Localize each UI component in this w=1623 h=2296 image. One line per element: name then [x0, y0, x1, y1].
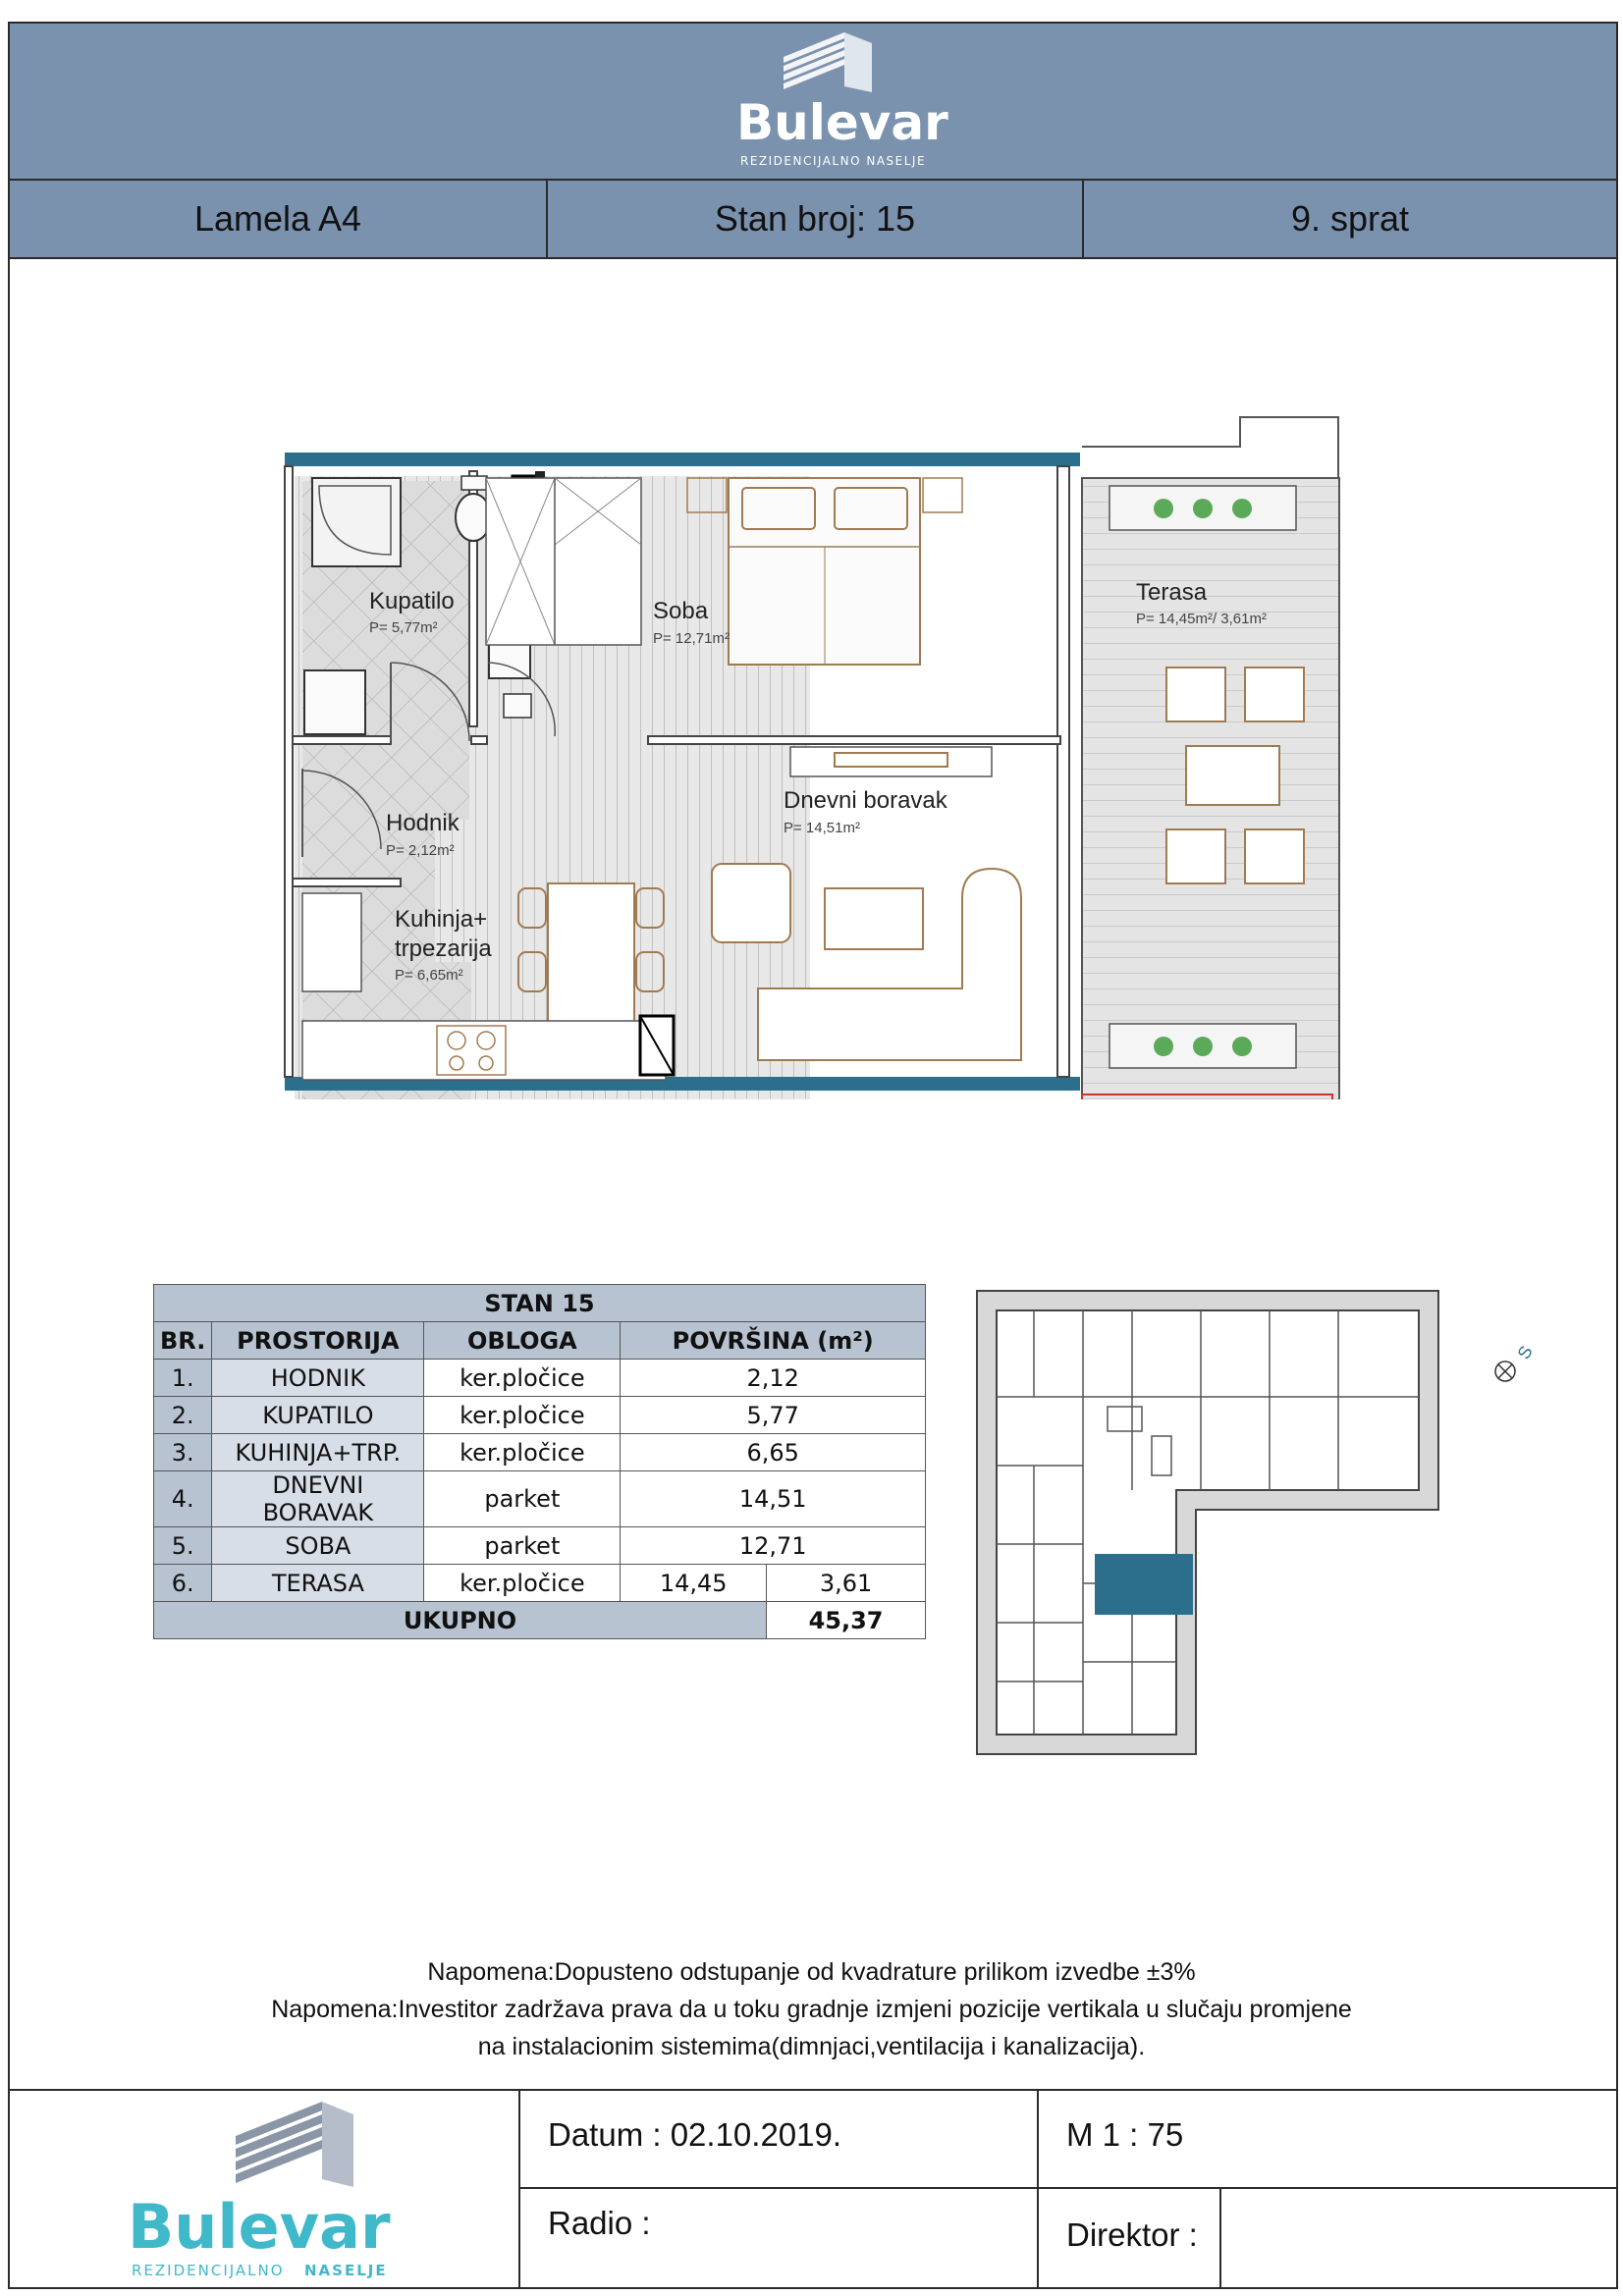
- room-area-soba: P= 12,71m²: [653, 630, 730, 647]
- note-line: Napomena:Dopusteno odstupanje od kvadrature prilikom izvedbe ±3%: [427, 1958, 1196, 1986]
- row-room: DNEVNI BORAVAK: [212, 1471, 424, 1527]
- title-block-row-divider: [518, 2187, 1616, 2189]
- brand-name: Bulevar: [736, 94, 948, 151]
- building-key-plan: [975, 1289, 1441, 1756]
- footer-brand-tagline-bold: NASELJE: [304, 2262, 388, 2279]
- title-block: [10, 2089, 1616, 2289]
- room-area-dnevni-boravak: P= 14,51m²: [784, 820, 860, 836]
- table-row: [154, 1434, 926, 1471]
- notes: [0, 1953, 1623, 2065]
- table-row: [154, 1471, 926, 1527]
- lamela-label: Lamela A4: [10, 181, 548, 257]
- title-block-divider: [518, 2091, 520, 2289]
- room-area-hodnik: P= 2,12m²: [386, 842, 455, 859]
- table-row: [154, 1527, 926, 1565]
- floor-plan-drawing: [275, 407, 1350, 1099]
- date-field: Datum : 02.10.2019.: [548, 2116, 842, 2153]
- row-num: 5.: [154, 1527, 212, 1565]
- title-block-divider: [1037, 2091, 1039, 2289]
- header-banner: [10, 24, 1616, 181]
- row-area: 6,65: [621, 1434, 926, 1471]
- row-num: 1.: [154, 1360, 212, 1397]
- floor-plan: [275, 407, 1350, 1099]
- key-plan-drawing: [975, 1289, 1441, 1756]
- note-line: na instalacionim sistemima(dimnjaci,ventilacija i kanalizacija).: [477, 2033, 1146, 2060]
- footer-logo: [108, 2101, 422, 2282]
- col-header-floor: OBLOGA: [424, 1322, 621, 1360]
- row-floor: ker.pločice: [424, 1360, 621, 1397]
- director-field: Direktor :: [1066, 2216, 1198, 2253]
- total-value: 45,37: [767, 1602, 926, 1639]
- row-num: 3.: [154, 1434, 212, 1471]
- north-compass: [1488, 1330, 1546, 1394]
- row-area: 12,71: [621, 1527, 926, 1565]
- row-num: 6.: [154, 1565, 212, 1602]
- row-room: HODNIK: [212, 1360, 424, 1397]
- floor-label: 9. sprat: [1290, 198, 1410, 239]
- drawn-by-field: Radio :: [548, 2205, 651, 2241]
- table-row: [154, 1397, 926, 1434]
- row-area: 2,12: [621, 1360, 926, 1397]
- row-area-reduced: 3,61: [767, 1565, 926, 1602]
- room-label-dnevni-boravak: Dnevni boravak: [784, 787, 947, 814]
- room-label-terasa: Terasa: [1136, 579, 1208, 606]
- page-frame: [8, 22, 1618, 2289]
- row-room: KUHINJA+TRP.: [212, 1434, 424, 1471]
- rooms-table: [153, 1284, 926, 1639]
- header-info-row: [10, 181, 1616, 259]
- row-room: TERASA: [212, 1565, 424, 1602]
- row-room: KUPATILO: [212, 1397, 424, 1434]
- header-logo: [697, 29, 952, 172]
- table-total-row: [154, 1602, 926, 1639]
- room-label-hodnik: Hodnik: [386, 810, 460, 836]
- room-area-terasa: P= 14,45m²/ 3,61m²: [1136, 611, 1267, 627]
- row-num: 2.: [154, 1397, 212, 1434]
- note-line: Napomena:Investitor zadržava prava da u toku gradnje izmjeni pozicije vertikala u slučaju promjene: [271, 1996, 1352, 2023]
- row-room: SOBA: [212, 1527, 424, 1565]
- highlighted-apartment: [1095, 1554, 1193, 1615]
- scale-field: M 1 : 75: [1066, 2116, 1184, 2153]
- footer-brand-name: Bulevar: [128, 2191, 391, 2263]
- room-label-kupatilo: Kupatilo: [369, 588, 455, 614]
- table-row: [154, 1565, 926, 1602]
- compass-icon: [1488, 1330, 1546, 1389]
- table-row: [154, 1360, 926, 1397]
- building-logo-icon: [108, 2101, 422, 2282]
- title-block-divider: [1219, 2187, 1221, 2289]
- total-label: UKUPNO: [154, 1602, 767, 1639]
- row-floor: ker.pločice: [424, 1565, 621, 1602]
- footer-brand-tagline: REZIDENCIJALNO: [132, 2262, 285, 2279]
- room-area-kuhinja: P= 6,65m²: [395, 967, 463, 984]
- room-area-kupatilo: P= 5,77m²: [369, 619, 438, 636]
- compass-letter: S: [1513, 1342, 1537, 1362]
- brand-tagline: REZIDENCIJALNO NASELJE: [740, 154, 927, 168]
- row-floor: parket: [424, 1471, 621, 1527]
- col-header-area: POVRŠINA (m²): [621, 1322, 926, 1360]
- room-label-kuhinja: Kuhinja+: [395, 906, 488, 933]
- row-area: 14,51: [621, 1471, 926, 1527]
- row-floor: parket: [424, 1527, 621, 1565]
- col-header-room: PROSTORIJA: [212, 1322, 424, 1360]
- row-area: 5,77: [621, 1397, 926, 1434]
- row-area: 14,45: [621, 1565, 767, 1602]
- col-header-num: BR.: [154, 1322, 212, 1360]
- apartment-number: Stan broj: 15: [548, 181, 1084, 257]
- table-title: STAN 15: [154, 1285, 926, 1322]
- row-num: 4.: [154, 1471, 212, 1527]
- row-floor: ker.pločice: [424, 1397, 621, 1434]
- building-logo-icon: [697, 29, 952, 172]
- row-floor: ker.pločice: [424, 1434, 621, 1471]
- room-label-trpezarija: trpezarija: [395, 935, 492, 962]
- room-label-soba: Soba: [653, 598, 709, 624]
- table-header-row: [154, 1322, 926, 1360]
